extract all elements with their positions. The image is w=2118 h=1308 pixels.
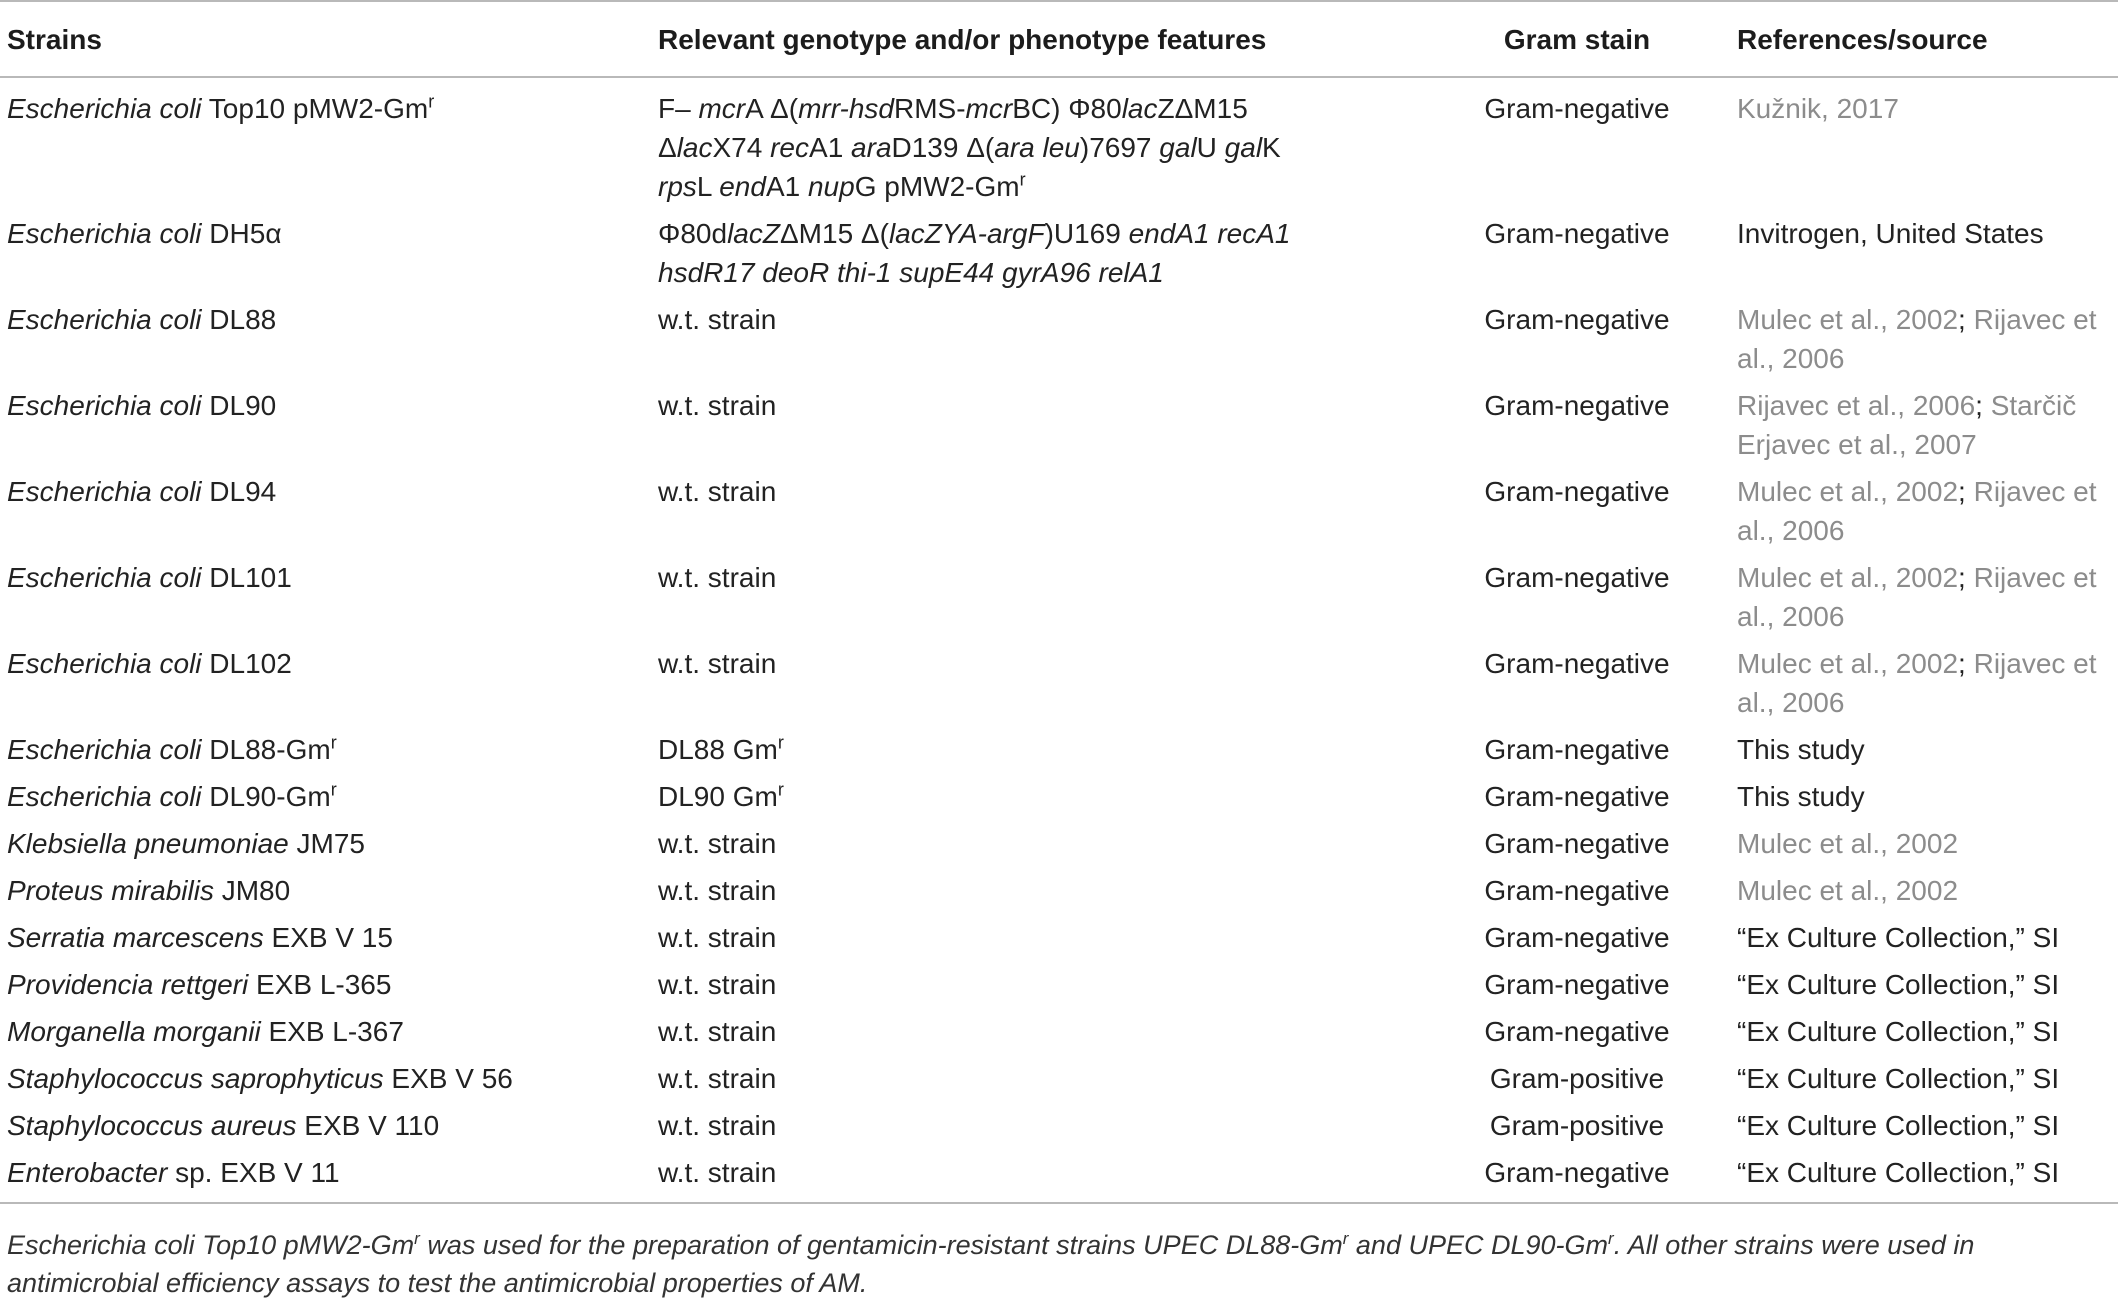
- cell-references: [1737, 77, 2118, 214]
- reference-text: “Ex Culture Collection,” SI: [1737, 922, 2060, 953]
- strain-designation: Top10 pMW2-Gm: [201, 93, 429, 124]
- strain-species: Escherichia coli: [7, 390, 202, 421]
- table-row: [0, 558, 2118, 644]
- cell-references: [1737, 1106, 2118, 1153]
- strain-species: Escherichia coli: [7, 218, 202, 249]
- cell-genotype: w.t. strain: [658, 828, 777, 859]
- header-strains: Strains: [7, 23, 102, 55]
- cell-strain: [0, 472, 658, 558]
- cell-strain: [0, 918, 658, 965]
- strain-designation: DH5α: [201, 218, 282, 249]
- cell-genotype: w.t. strain: [658, 875, 777, 906]
- reference-link[interactable]: Mulec et al., 2002: [1737, 562, 1959, 593]
- cell-genotype: w.t. strain: [658, 1016, 777, 1047]
- table-row: [0, 214, 2118, 300]
- cell-references: [1737, 1012, 2118, 1059]
- cell-references: [1737, 965, 2118, 1012]
- cell-gram-stain: Gram-negative: [1484, 781, 1670, 812]
- cell-gram-stain: Gram-negative: [1484, 875, 1670, 906]
- cell-genotype: w.t. strain: [658, 390, 777, 421]
- reference-link[interactable]: Mulec et al., 2002: [1737, 875, 1959, 906]
- header-genotype: Relevant genotype and/or phenotype features: [658, 23, 1267, 55]
- strain-species: Enterobacter: [7, 1157, 168, 1188]
- cell-gram-stain: Gram-negative: [1484, 93, 1670, 124]
- strain-species: Escherichia coli: [7, 781, 202, 812]
- reference-link[interactable]: Rijavec et al., 2006: [1737, 304, 2097, 374]
- cell-strain: [0, 644, 658, 730]
- reference-text: “Ex Culture Collection,” SI: [1737, 1110, 2060, 1141]
- strain-species: Escherichia coli: [7, 304, 202, 335]
- strain-designation: DL102: [201, 648, 292, 679]
- cell-genotype: w.t. strain: [658, 648, 777, 679]
- cell-genotype: Φ80dlacZΔM15 Δ(lacZYA-argF)U169 endA1 recA1 hsdR17 deoR thi-1 supE44 gyrA96 relA1: [658, 218, 1291, 288]
- strain-species: Staphylococcus saprophyticus: [7, 1063, 384, 1094]
- strain-species: Escherichia coli: [7, 648, 202, 679]
- reference-link[interactable]: Starčič Erjavec et al., 2007: [1737, 390, 2077, 460]
- cell-gram-stain: Gram-negative: [1484, 1016, 1670, 1047]
- cell-genotype: w.t. strain: [658, 1063, 777, 1094]
- cell-references: [1737, 300, 2118, 386]
- strain-species: Escherichia coli: [7, 476, 202, 507]
- cell-gram-stain: Gram-negative: [1484, 390, 1670, 421]
- table-footnote: [7, 1226, 2107, 1302]
- table-row: [0, 1106, 2118, 1153]
- table-row: [0, 386, 2118, 472]
- strain-designation: EXB V 56: [383, 1063, 513, 1094]
- table-row: [0, 1059, 2118, 1106]
- cell-genotype: DL90 Gm$^r$: [658, 779, 784, 812]
- table-header: [0, 1, 2118, 77]
- reference-text: “Ex Culture Collection,” SI: [1737, 969, 2060, 1000]
- header-references: References/source: [1737, 23, 1988, 55]
- strain-species: Providencia rettgeri: [7, 969, 249, 1000]
- reference-text: This study: [1737, 734, 1865, 765]
- cell-references: [1737, 386, 2118, 472]
- footnote-sup-1: r: [414, 1229, 420, 1248]
- cell-references: [1737, 871, 2118, 918]
- strain-species: Serratia marcescens: [7, 922, 264, 953]
- strain-designation: DL90-Gm: [201, 781, 331, 812]
- cell-gram-stain: Gram-positive: [1489, 1110, 1665, 1141]
- footnote-text-4: . All other strains were used in antimicrobial efficiency assays to test the antimicrobial properties of AM.: [7, 1230, 1975, 1298]
- cell-gram-stain: Gram-negative: [1484, 828, 1670, 859]
- strain-designation: DL94: [201, 476, 277, 507]
- cell-strain: [0, 777, 658, 824]
- reference-link[interactable]: Mulec et al., 2002: [1737, 476, 1959, 507]
- strain-designation: EXB V 15: [263, 922, 393, 953]
- cell-strain: [0, 871, 658, 918]
- strain-superscript: r: [330, 732, 337, 753]
- table-row: [0, 777, 2118, 824]
- strain-superscript: r: [330, 779, 337, 800]
- cell-references: [1737, 824, 2118, 871]
- strain-designation: JM75: [288, 828, 365, 859]
- cell-references: [1737, 472, 2118, 558]
- reference-link[interactable]: Mulec et al., 2002: [1737, 304, 1959, 335]
- reference-text: “Ex Culture Collection,” SI: [1737, 1063, 2060, 1094]
- table-row: [0, 824, 2118, 871]
- table-row: [0, 730, 2118, 777]
- cell-strain: [0, 730, 658, 777]
- strain-designation: EXB L-365: [248, 969, 392, 1000]
- cell-gram-stain: Gram-negative: [1484, 734, 1670, 765]
- reference-link[interactable]: Rijavec et al., 2006: [1737, 476, 2097, 546]
- table-row: [0, 300, 2118, 386]
- cell-strain: [0, 214, 658, 300]
- cell-references: [1737, 214, 2118, 300]
- cell-references: [1737, 558, 2118, 644]
- cell-genotype: w.t. strain: [658, 922, 777, 953]
- strain-designation: DL101: [201, 562, 292, 593]
- reference-text: ;: [1958, 476, 1974, 507]
- cell-strain: [0, 1012, 658, 1059]
- strain-designation: EXB V 110: [296, 1110, 440, 1141]
- reference-text: This study: [1737, 781, 1865, 812]
- cell-references: [1737, 730, 2118, 777]
- cell-references: [1737, 777, 2118, 824]
- table-row: [0, 77, 2118, 214]
- reference-text: ;: [1958, 304, 1974, 335]
- strain-species: Morganella morganii: [7, 1016, 261, 1047]
- footnote-text-3: and UPEC DL90-Gm: [1348, 1230, 1609, 1260]
- header-row: [0, 1, 2118, 77]
- table-row: [0, 965, 2118, 1012]
- cell-gram-stain: Gram-negative: [1484, 218, 1670, 249]
- reference-text: “Ex Culture Collection,” SI: [1737, 1157, 2060, 1188]
- cell-references: [1737, 918, 2118, 965]
- strain-designation: DL88-Gm: [201, 734, 331, 765]
- cell-strain: [0, 1106, 658, 1153]
- cell-genotype: F– mcrA Δ(mrr-hsdRMS-mcrBC) Φ80lacZΔM15 ΔlacX74 recA1 araD139 Δ(ara leu)7697 galU galK rpsL endA1 nupG pMW2-Gm$^r$: [658, 93, 1281, 202]
- cell-strain: [0, 386, 658, 472]
- footnote-sup-2: r: [1342, 1229, 1349, 1248]
- reference-link[interactable]: Rijavec et al., 2006: [1737, 562, 2097, 632]
- cell-genotype: w.t. strain: [658, 476, 777, 507]
- cell-gram-stain: Gram-negative: [1484, 969, 1670, 1000]
- footnote-text-1: Escherichia coli Top10 pMW2-Gm: [7, 1230, 415, 1260]
- cell-strain: [0, 824, 658, 871]
- cell-genotype: w.t. strain: [658, 1110, 777, 1141]
- cell-references: [1737, 1153, 2118, 1203]
- strain-species: Staphylococcus aureus: [7, 1110, 297, 1141]
- cell-gram-stain: Gram-negative: [1484, 304, 1670, 335]
- reference-link[interactable]: Rijavec et al., 2006: [1737, 648, 2097, 718]
- cell-gram-stain: Gram-positive: [1489, 1063, 1665, 1094]
- cell-strain: [0, 1059, 658, 1106]
- strain-species: Escherichia coli: [7, 562, 202, 593]
- reference-text: “Ex Culture Collection,” SI: [1737, 1016, 2060, 1047]
- reference-link[interactable]: Mulec et al., 2002: [1737, 648, 1959, 679]
- table-body: [0, 77, 2118, 1203]
- cell-genotype: w.t. strain: [658, 304, 777, 335]
- cell-genotype: w.t. strain: [658, 1157, 777, 1188]
- cell-genotype: w.t. strain: [658, 562, 777, 593]
- table-row: [0, 644, 2118, 730]
- cell-references: [1737, 1059, 2118, 1106]
- strain-species: Klebsiella pneumoniae: [7, 828, 289, 859]
- strain-designation: DL90: [201, 390, 277, 421]
- footnote-sup-3: r: [1608, 1229, 1614, 1248]
- cell-references: [1737, 644, 2118, 730]
- reference-link[interactable]: Kužnik, 2017: [1737, 93, 1899, 124]
- strain-species: Proteus mirabilis: [7, 875, 214, 906]
- table-row: [0, 1012, 2118, 1059]
- table-row: [0, 1153, 2118, 1203]
- cell-gram-stain: Gram-negative: [1484, 1157, 1670, 1188]
- header-gram-stain: Gram stain: [1503, 23, 1651, 55]
- cell-genotype: DL88 Gm$^r$: [658, 732, 784, 765]
- table-row: [0, 918, 2118, 965]
- table-row: [0, 871, 2118, 918]
- cell-strain: [0, 558, 658, 644]
- strain-designation: EXB L-367: [260, 1016, 404, 1047]
- strain-superscript: r: [428, 91, 435, 112]
- reference-text: ;: [1975, 390, 1991, 421]
- reference-text: Invitrogen, United States: [1737, 218, 2044, 249]
- cell-strain: [0, 1153, 658, 1203]
- cell-strain: [0, 965, 658, 1012]
- cell-gram-stain: Gram-negative: [1484, 648, 1670, 679]
- cell-gram-stain: Gram-negative: [1484, 476, 1670, 507]
- reference-text: ;: [1958, 562, 1974, 593]
- cell-strain: [0, 77, 658, 214]
- strain-designation: DL88: [201, 304, 277, 335]
- cell-strain: [0, 300, 658, 386]
- strain-designation: JM80: [213, 875, 291, 906]
- reference-link[interactable]: Rijavec et al., 2006: [1737, 390, 1976, 421]
- table-row: [0, 472, 2118, 558]
- reference-text: ;: [1958, 648, 1974, 679]
- cell-gram-stain: Gram-negative: [1484, 922, 1670, 953]
- reference-link[interactable]: Mulec et al., 2002: [1737, 828, 1959, 859]
- cell-genotype: w.t. strain: [658, 969, 777, 1000]
- strain-species: Escherichia coli: [7, 93, 202, 124]
- cell-gram-stain: Gram-negative: [1484, 562, 1670, 593]
- strain-designation: sp. EXB V 11: [167, 1157, 340, 1188]
- strain-species: Escherichia coli: [7, 734, 202, 765]
- footnote-text-2: was used for the preparation of gentamicin-resistant strains UPEC DL88-Gm: [419, 1230, 1343, 1260]
